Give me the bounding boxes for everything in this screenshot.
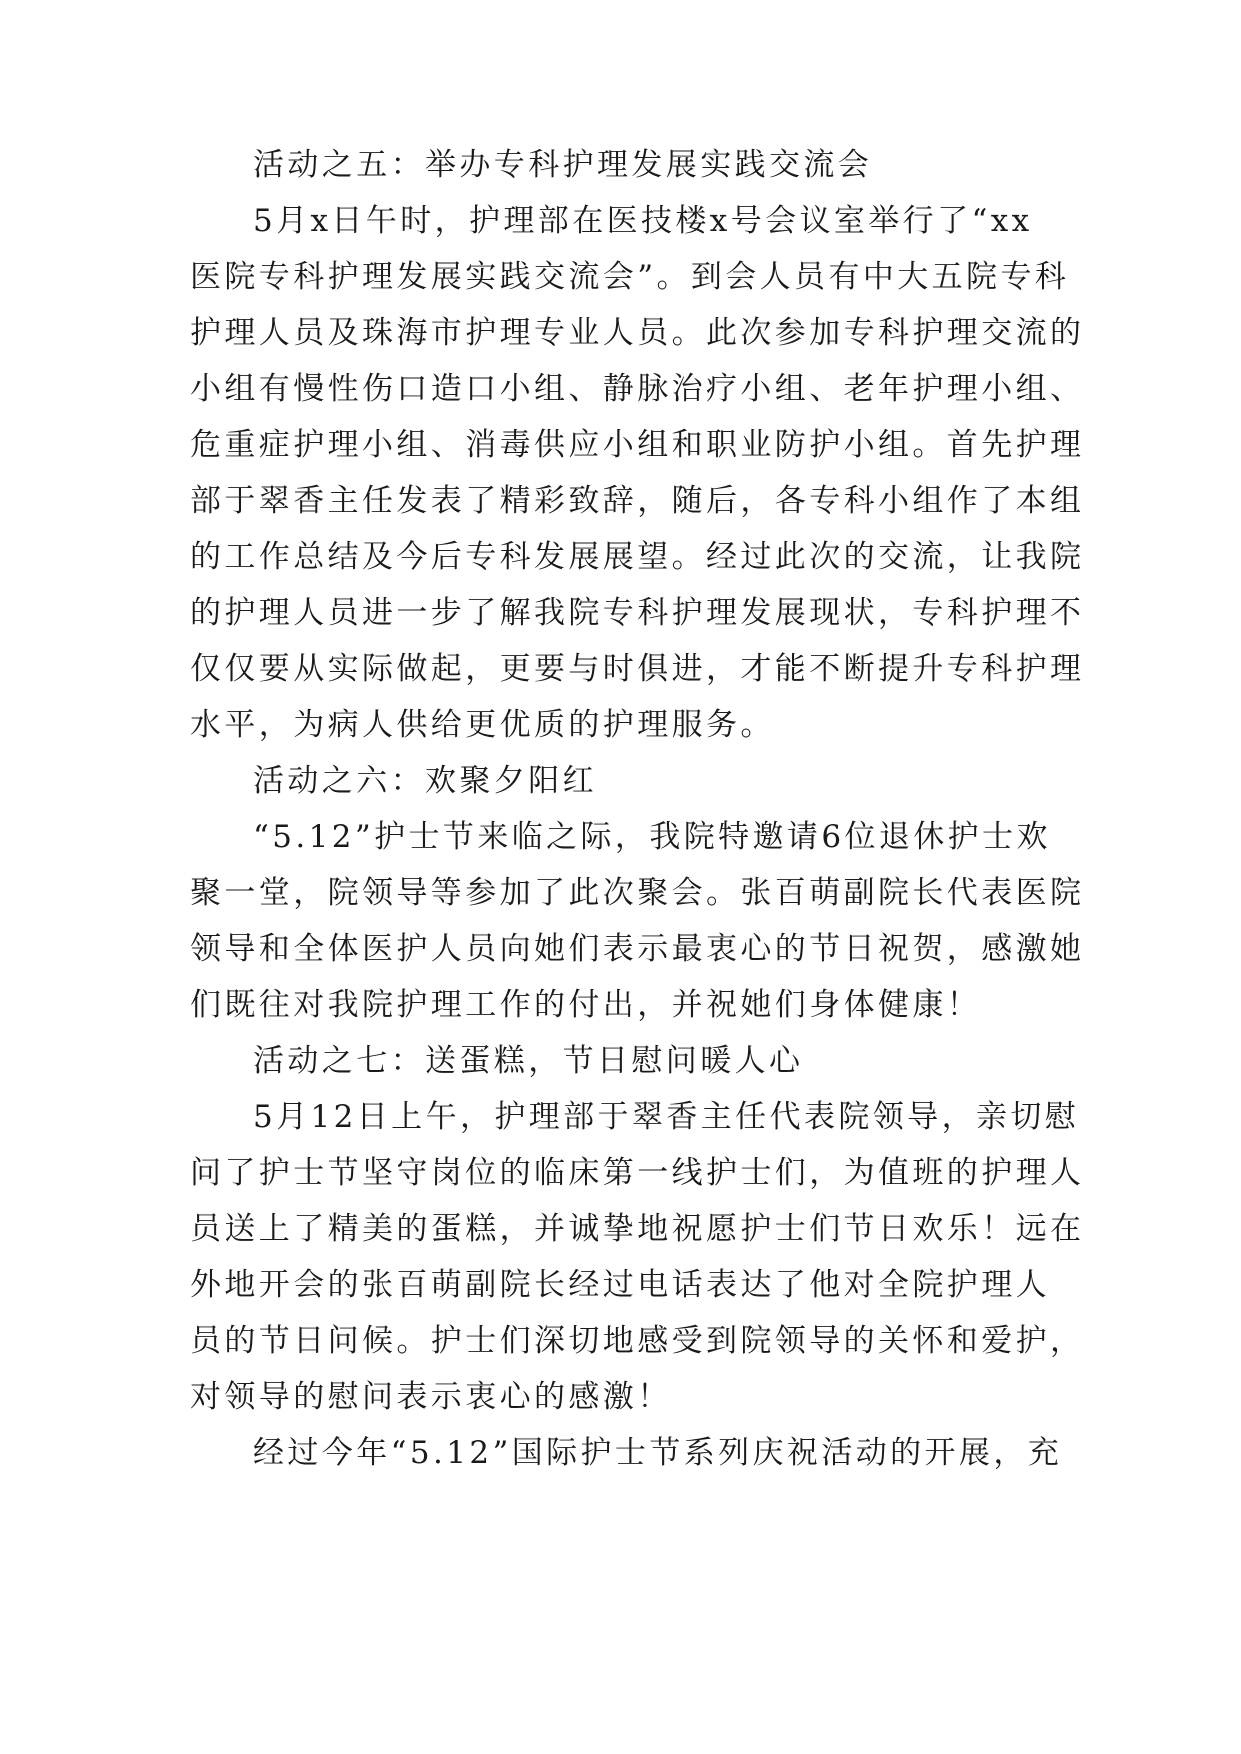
heading-activity-5: 活动之五：举办专科护理发展实践交流会 — [253, 147, 873, 183]
paragraph-line: 5月12日上午，护理部于翠香主任代表院领导，亲切慰 — [253, 1099, 1080, 1135]
paragraph-line: 的护理人员进一步了解我院专科护理发展现状，专科护理不 — [190, 595, 1085, 631]
paragraph-line: 外地开会的张百萌副院长经过电话表达了他对全院护理人 — [190, 1267, 1050, 1303]
paragraph-line: 员的节日问候。护士们深切地感受到院领导的关怀和爱护， — [190, 1323, 1085, 1359]
paragraph-line: 仅仅要从实际做起，更要与时俱进，才能不断提升专科护理 — [190, 651, 1085, 687]
paragraph-line: 的工作总结及今后专科发展展望。经过此次的交流，让我院 — [190, 539, 1085, 575]
paragraph-line: 问了护士节坚守岗位的临床第一线护士们，为值班的护理人 — [190, 1155, 1085, 1191]
paragraph-line: 5月x日午时，护理部在医技楼x号会议室举行了“xx — [253, 203, 1033, 239]
paragraph-line: 员送上了精美的蛋糕，并诚挚地祝愿护士们节日欢乐！远在 — [190, 1211, 1085, 1247]
paragraph-line: 小组有慢性伤口造口小组、静脉治疗小组、老年护理小组、 — [190, 371, 1085, 407]
paragraph-line: 水平，为病人供给更优质的护理服务。 — [190, 707, 775, 743]
paragraph-line: 们既往对我院护理工作的付出，并祝她们身体健康！ — [190, 987, 982, 1023]
heading-activity-6: 活动之六：欢聚夕阳红 — [253, 763, 597, 799]
paragraph-line: 经过今年“5.12”国际护士节系列庆祝活动的开展，充 — [253, 1435, 1063, 1471]
paragraph-line: 护理人员及珠海市护理专业人员。此次参加专科护理交流的 — [190, 315, 1085, 351]
paragraph-line: “5.12”护士节来临之际，我院特邀请6位退休护士欢 — [253, 819, 1051, 855]
paragraph-line: 对领导的慰问表示衷心的感激！ — [190, 1379, 672, 1415]
paragraph-line: 领导和全体医护人员向她们表示最衷心的节日祝贺，感激她 — [190, 931, 1085, 967]
paragraph-line: 医院专科护理发展实践交流会”。到会人员有中大五院专科 — [190, 259, 1070, 295]
heading-activity-7: 活动之七：送蛋糕，节日慰问暖人心 — [253, 1043, 804, 1079]
paragraph-line: 聚一堂，院领导等参加了此次聚会。张百萌副院长代表医院 — [190, 875, 1085, 911]
paragraph-line: 危重症护理小组、消毒供应小组和职业防护小组。首先护理 — [190, 427, 1085, 463]
paragraph-line: 部于翠香主任发表了精彩致辞，随后，各专科小组作了本组 — [190, 483, 1085, 519]
